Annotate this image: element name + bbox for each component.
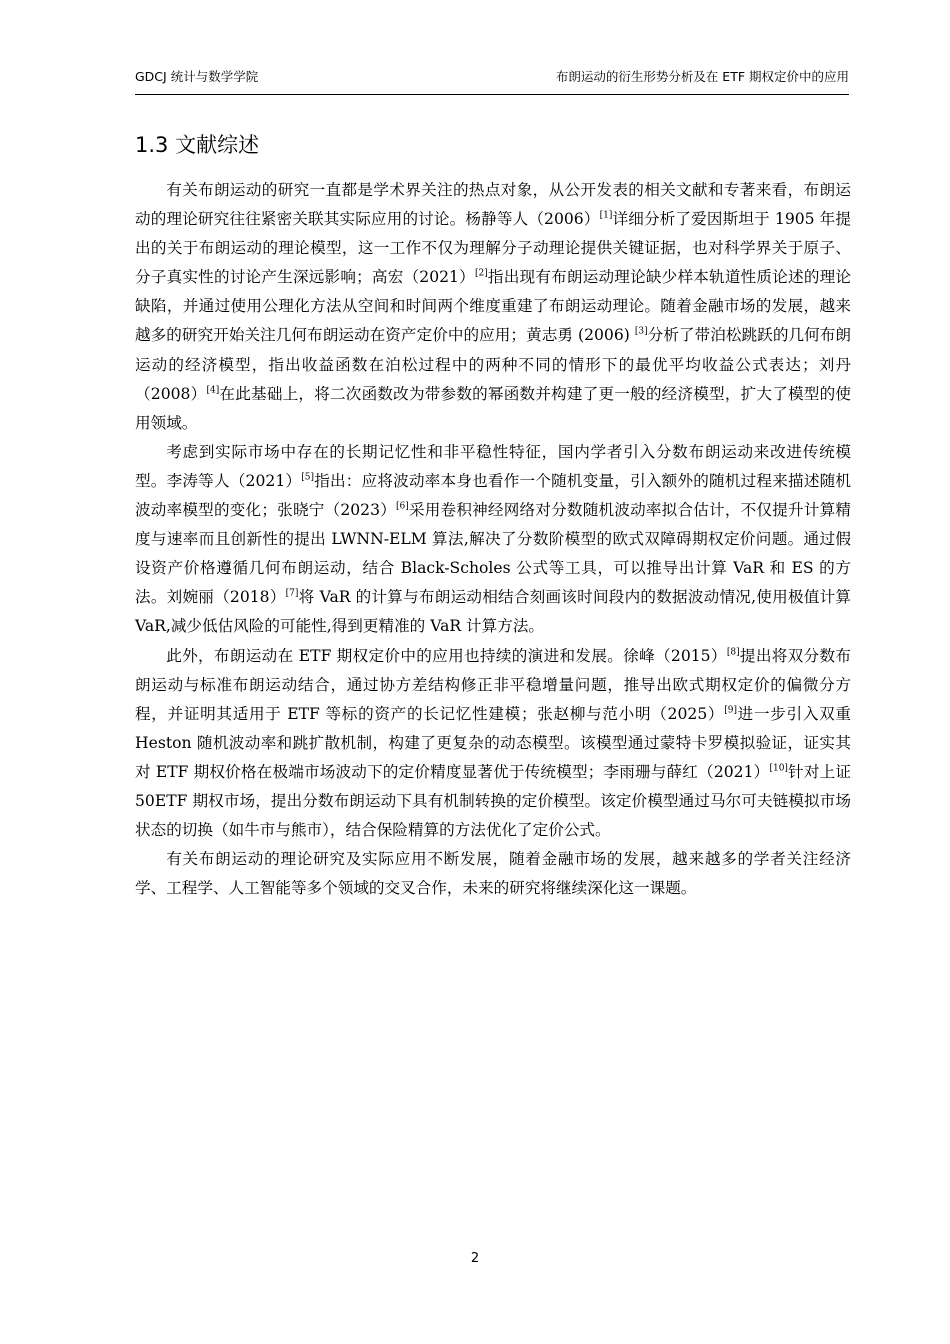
- citation-marker: [5]: [301, 472, 314, 483]
- header-paper-title: 布朗运动的衍生形势分析及在 ETF 期权定价中的应用: [555, 69, 849, 84]
- paragraph-2: [135, 438, 851, 642]
- running-header: [135, 68, 849, 95]
- citation-marker: [4]: [206, 384, 220, 395]
- citation-marker: [7]: [285, 588, 299, 599]
- header-institution: GDCJ 统计与数学学院: [135, 69, 259, 84]
- text-run: 针对上证 50ETF 期权市场，提出分数布朗运动下具有机制转换的定价模型。该定价模型通过马尔可夫链模拟市场状态的切换（如牛市与熊市），结合保险精算的方法优化了定价公式。: [135, 762, 851, 840]
- text-run: 此外，布朗运动在 ETF 期权定价中的应用也持续的演进和发展。徐峰（2015）: [166, 646, 727, 665]
- text-run: 有关布朗运动的理论研究及实际应用不断发展，随着金融市场的发展，越来越多的学者关注经济学、工程学、人工智能等多个领域的交叉合作，未来的研究将继续深化这一课题。: [135, 850, 851, 898]
- paragraph-4: [135, 845, 851, 903]
- text-run: 有关布朗运动的研究一直都是学术界关注的热点对象，从公开发表的相关文献和专著来看，布朗运动的理论研究往往紧密关联其实际应用的讨论。杨静等人（2006）: [135, 181, 851, 229]
- body-text: [135, 176, 851, 903]
- text-run: 进一步引入双重 Heston 随机波动率和跳扩散机制，构建了更复杂的动态模型。该模型通过蒙特卡罗模拟验证，证实其对 ETF 期权价格在极端市场波动下的定价精度显著优于传统模型；李雨珊与薛红（2021）: [135, 704, 851, 781]
- text-run: 分析了带泊松跳跃的几何布朗运动的经济模型，指出收益函数在泊松过程中的两种不同的情形下的最优平均收益公式表达；刘丹（2008）: [135, 326, 851, 403]
- citation-marker: [6]: [396, 501, 409, 512]
- paragraph-1: [135, 176, 851, 438]
- citation-marker: [1]: [599, 210, 613, 221]
- section-heading: 1.3 文献综述: [135, 133, 260, 157]
- paragraph-3: [135, 642, 851, 846]
- text-run: 考虑到实际市场中存在的长期记忆性和非平稳性特征，国内学者引入分数布朗运动来改进传统模型。李涛等人（2021）: [135, 442, 851, 490]
- text-run: 将 VaR 的计算与布朗运动相结合刻画该时间段内的数据波动情况,使用极值计算 VaR,减少低估风险的可能性,得到更精准的 VaR 计算方法。: [135, 588, 851, 636]
- page-number: 2: [470, 1251, 480, 1266]
- text-run: 详细分析了爱因斯坦于 1905 年提出的关于布朗运动的理论模型，这一工作不仅为理解分子动理论提供关键证据，也对科学界关于原子、分子真实性的讨论产生深远影响；高宏（2021）: [135, 210, 851, 287]
- text-run: 采用卷积神经网络对分数随机波动率拟合估计，不仅提升计算精度与速率而且创新性的提出 LWNN-ELM 算法,解决了分数阶模型的欧式双障碍期权定价问题。通过假设资产价格遵循几何布朗运动，结合 Black-Scholes 公式等工具，可以推导出计算 VaR 和 ES 的方法。刘婉丽（2018）: [135, 501, 851, 607]
- citation-marker: [8]: [726, 646, 740, 657]
- text-run: 指出现有布朗运动理论缺少样本轨道性质论述的理论缺陷，并通过使用公理化方法从空间和时间两个维度重建了布朗运动理论。随着金融市场的发展，越来越多的研究开始关注几何布朗运动在资产定价中的应用；黄志勇 (2006): [135, 268, 851, 345]
- citation-marker: [3]: [634, 326, 648, 337]
- text-run: 在此基础上，将二次函数改为带参数的幂函数并构建了更一般的经济模型，扩大了模型的使用领域。: [135, 384, 851, 432]
- text-run: 指出：应将波动率本身也看作一个随机变量，引入额外的随机过程来描述随机波动率模型的变化；张晓宁（2023）: [135, 471, 851, 520]
- citation-marker: [10]: [769, 763, 788, 774]
- citation-marker: [2]: [474, 268, 488, 279]
- text-run: 提出将双分数布朗运动与标准布朗运动结合，通过协方差结构修正非平稳增量问题，推导出欧式期权定价的偏微分方程，并证明其适用于 ETF 等标的资产的长记忆性建模；张赵柳与范小明（2025）: [135, 646, 851, 723]
- citation-marker: [9]: [724, 704, 737, 715]
